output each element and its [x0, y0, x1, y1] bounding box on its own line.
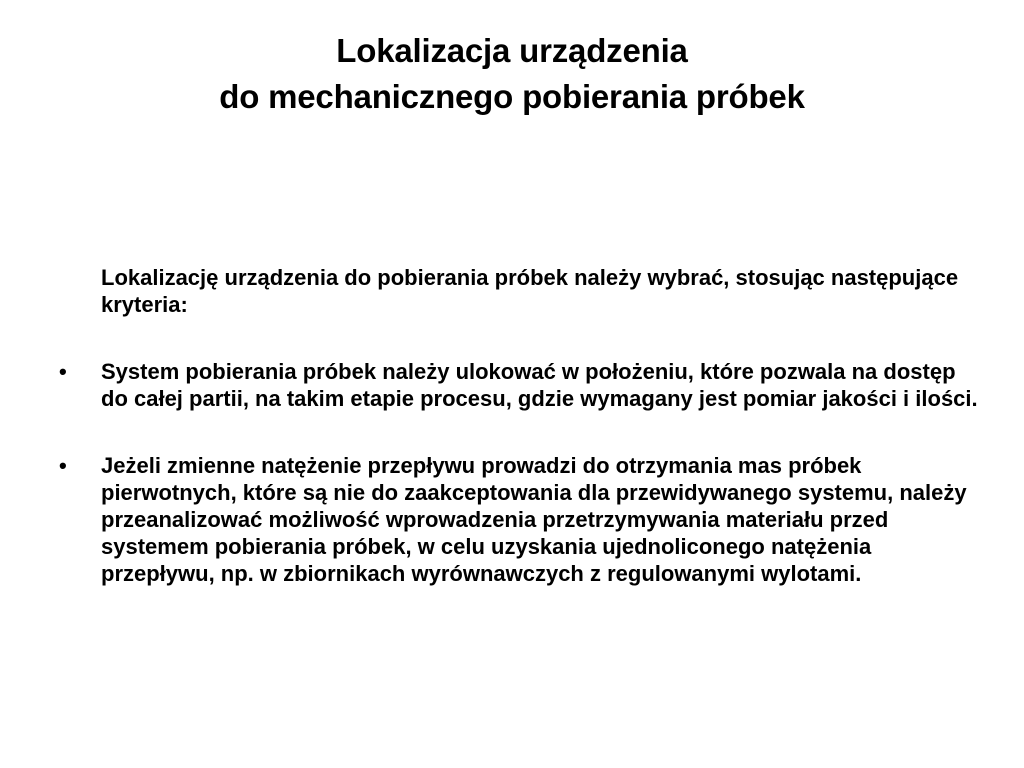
bullet-item	[59, 452, 981, 587]
bullet-text: System pobierania próbek należy ulokować w położeniu, które pozwala na dostęp do całej partii, na takim etapie procesu, gdzie wymagany jest pomiar jakości i ilości.	[101, 359, 978, 411]
slide-title-line-1: Lokalizacja urządzenia	[336, 32, 688, 69]
bullet-text: Jeżeli zmienne natężenie przepływu prowadzi do otrzymania mas próbek pierwotnych, które są nie do zaakceptowania dla przewidywanego systemu, należy przeanalizować możliwość wprowadzenia przetrzymywania materiału przed systemem pobierania próbek, w celu uzyskania ujednoliconego natężenia przepływu, np. w zbiornikach wyrównawczych z regulowanymi wylotami.	[101, 453, 967, 586]
intro-paragraph: Lokalizację urządzenia do pobierania próbek należy wybrać, stosując następujące kryteria:	[101, 265, 959, 317]
slide-body	[0, 264, 1024, 587]
slide-title-line-2: do mechanicznego pobierania próbek	[219, 78, 805, 115]
bullet-item	[59, 358, 981, 412]
bullet-icon: •	[59, 359, 67, 384]
bullet-icon: •	[59, 453, 67, 478]
slide-title	[0, 28, 1024, 120]
